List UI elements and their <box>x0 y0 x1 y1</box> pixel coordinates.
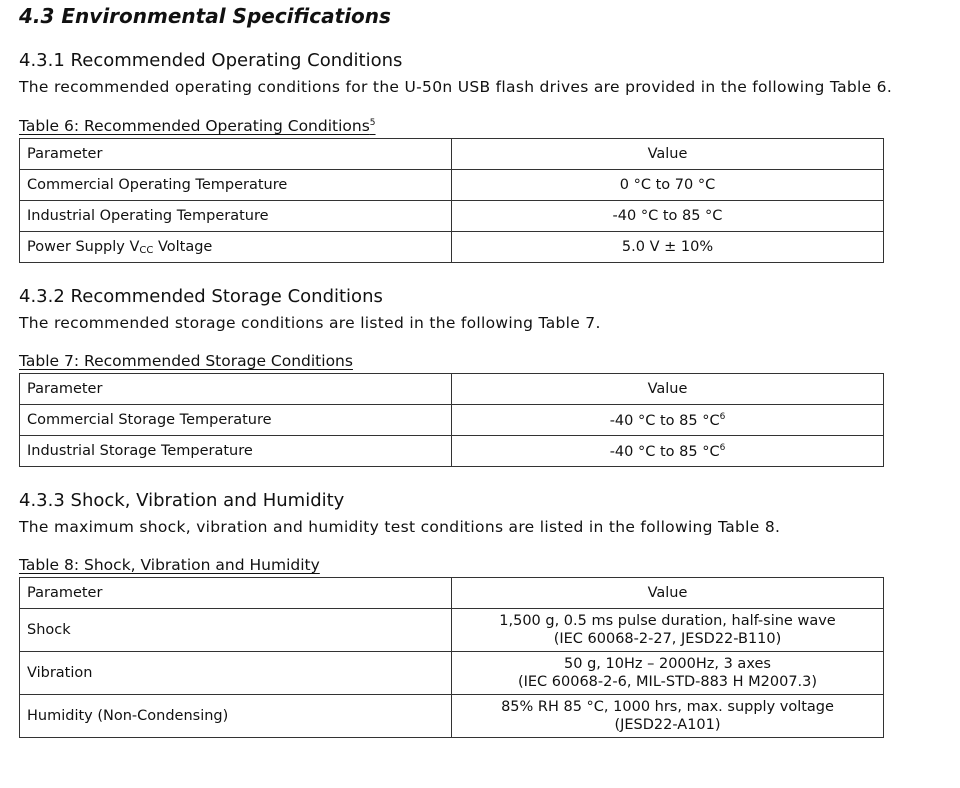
table-caption: Table 8: Shock, Vibration and Humidity <box>19 556 320 574</box>
cell: Vibration <box>20 652 452 695</box>
table-row <box>20 232 884 263</box>
table-row <box>20 652 884 695</box>
cell <box>20 232 452 263</box>
table-shock-vibration-humidity <box>19 577 884 738</box>
table-header-row <box>20 374 884 405</box>
cell <box>452 405 884 436</box>
footnote-ref: 6 <box>719 442 726 453</box>
table-row <box>20 201 884 232</box>
value-line: (IEC 60068-2-6, MIL-STD-883 H M2007.3) <box>517 674 818 690</box>
cell: Commercial Storage Temperature <box>20 405 452 436</box>
cell <box>452 609 884 652</box>
table-row <box>20 405 884 436</box>
table-header-row <box>20 139 884 170</box>
table-storage-conditions <box>19 373 884 467</box>
value-line: 50 g, 10Hz – 2000Hz, 3 axes <box>564 656 771 672</box>
heading-text: Recommended Operating Conditions <box>70 50 403 71</box>
heading-number: 4.3.2 <box>19 286 65 307</box>
cell: Commercial Operating Temperature <box>20 170 452 201</box>
value-line: 85% RH 85 °C, 1000 hrs, max. supply voltage <box>501 699 834 715</box>
subsection-heading-4-3-2 <box>19 286 383 307</box>
cell: Shock <box>20 609 452 652</box>
subsection-heading-4-3-3 <box>19 490 344 511</box>
header-cell: Value <box>452 139 884 170</box>
value: -40 °C to 85 °C <box>609 412 720 429</box>
table-operating-conditions <box>19 138 884 263</box>
paragraph: The recommended storage conditions are listed in the following Table 7. <box>19 314 601 332</box>
cell: 5.0 V ± 10% <box>452 232 884 263</box>
value: -40 °C to 85 °C <box>609 443 720 460</box>
value-line: (JESD22-A101) <box>614 717 721 733</box>
table-row <box>20 609 884 652</box>
paragraph: The recommended operating conditions for the U-50n USB flash drives are provided in the following Table 6. <box>19 78 893 96</box>
value-line: (IEC 60068-2-27, JESD22-B110) <box>553 631 782 647</box>
caption-text: Table 6: Recommended Operating Conditions <box>19 117 370 135</box>
header-cell: Parameter <box>20 578 452 609</box>
subsection-heading-4-3-1 <box>19 50 402 71</box>
value-line: 1,500 g, 0.5 ms pulse duration, half-sine wave <box>499 613 836 629</box>
paragraph: The maximum shock, vibration and humidity test conditions are listed in the following Table 8. <box>19 518 781 536</box>
table-row <box>20 436 884 467</box>
cell: -40 °C to 85 °C <box>452 201 884 232</box>
cell <box>452 436 884 467</box>
cell <box>452 652 884 695</box>
header-cell: Parameter <box>20 139 452 170</box>
table-caption <box>19 117 376 135</box>
footnote-ref: 6 <box>719 411 726 422</box>
cell: Industrial Storage Temperature <box>20 436 452 467</box>
heading-number: 4.3.1 <box>19 50 65 71</box>
cell: Humidity (Non-Condensing) <box>20 695 452 738</box>
header-cell: Value <box>452 374 884 405</box>
table-caption: Table 7: Recommended Storage Conditions <box>19 352 353 370</box>
subscript: CC <box>139 244 154 256</box>
footnote-ref: 5 <box>369 117 376 128</box>
table-header-row <box>20 578 884 609</box>
cell: 0 °C to 70 °C <box>452 170 884 201</box>
table-row <box>20 695 884 738</box>
text: Voltage <box>153 238 213 255</box>
header-cell: Value <box>452 578 884 609</box>
table-row <box>20 170 884 201</box>
cell <box>452 695 884 738</box>
section-title: 4.3 Environmental Specifications <box>19 4 391 28</box>
heading-text: Recommended Storage Conditions <box>70 286 383 307</box>
text: Power Supply V <box>27 238 140 255</box>
heading-number: 4.3.3 <box>19 490 65 511</box>
cell: Industrial Operating Temperature <box>20 201 452 232</box>
heading-text: Shock, Vibration and Humidity <box>70 490 345 511</box>
header-cell: Parameter <box>20 374 452 405</box>
